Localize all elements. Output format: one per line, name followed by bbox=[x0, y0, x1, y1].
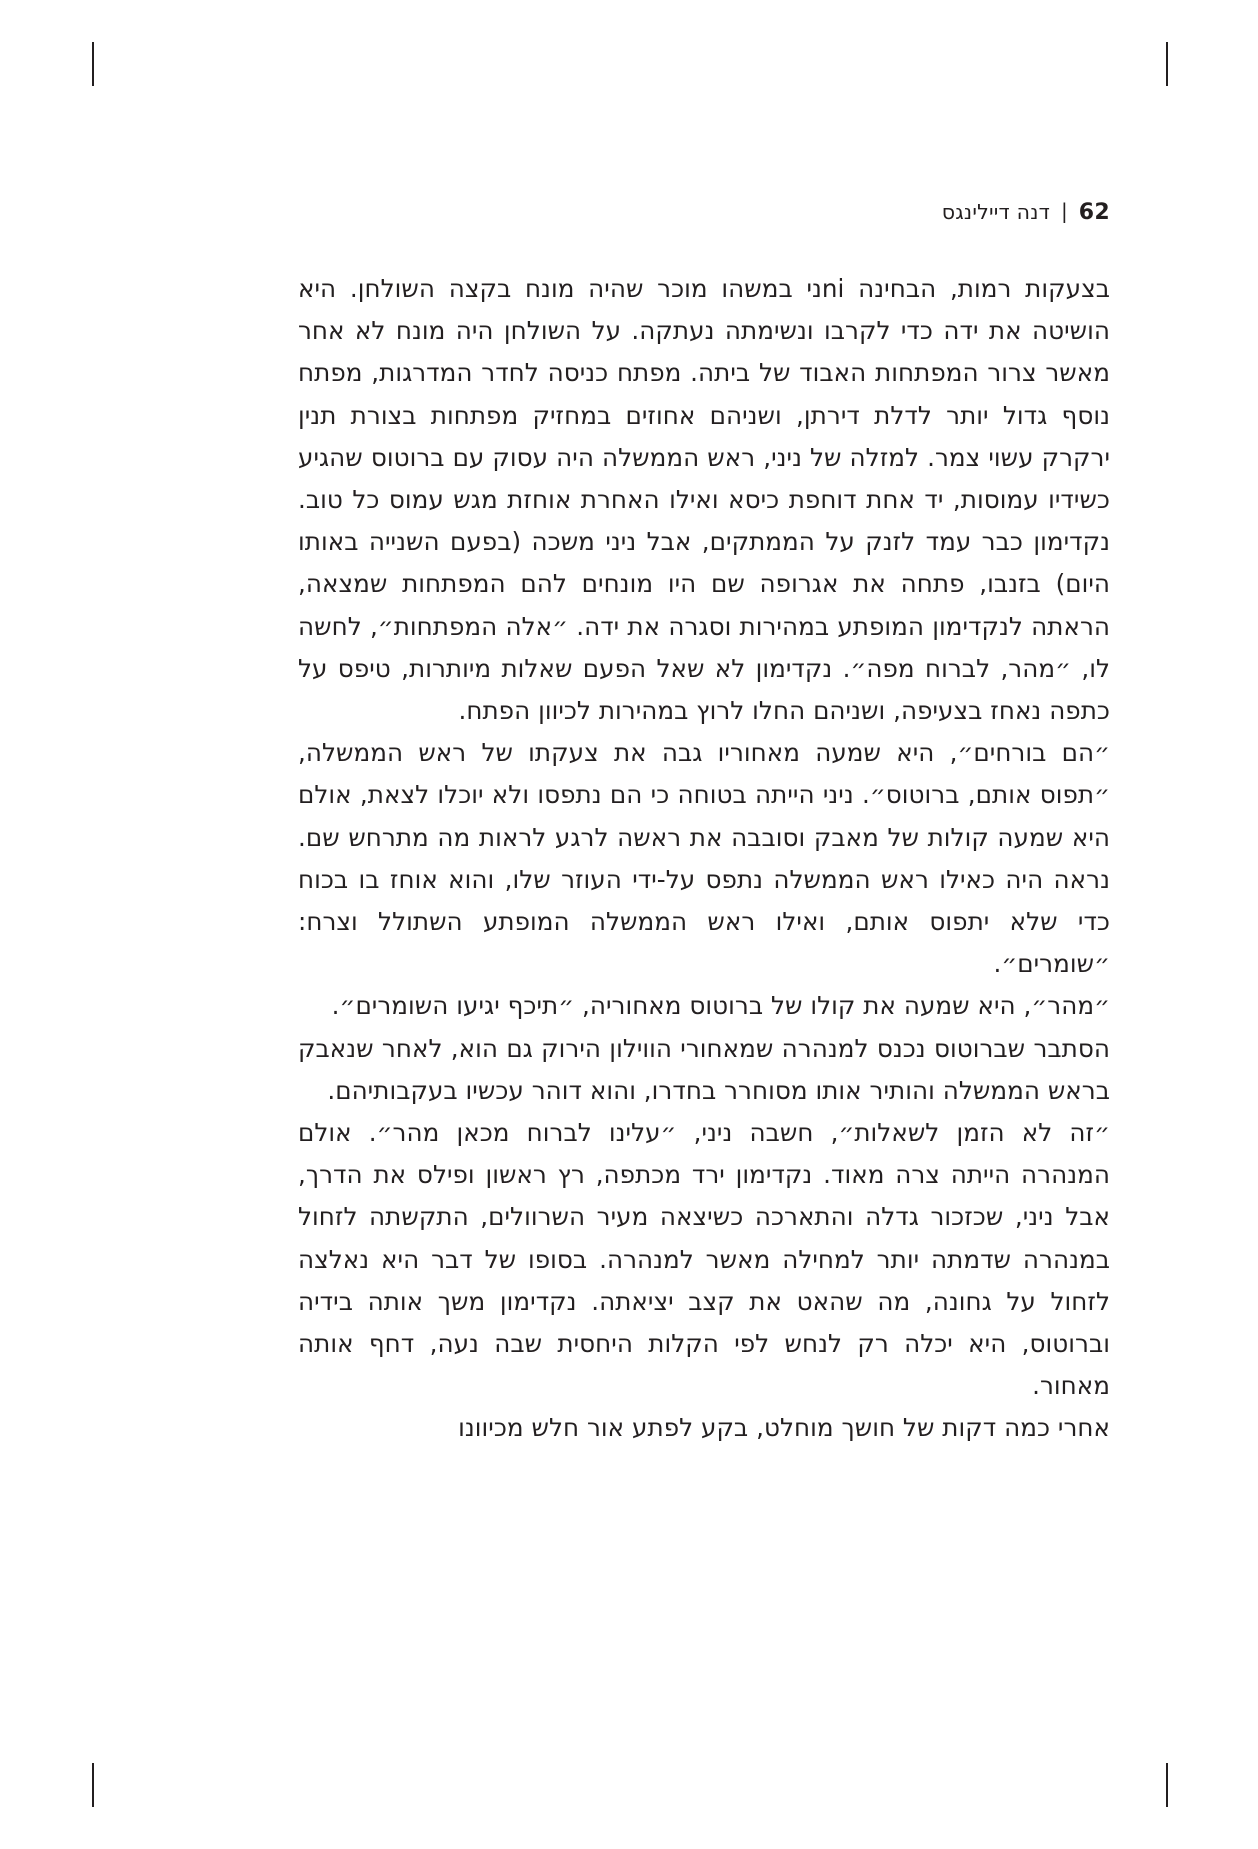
crop-mark-bottom-left bbox=[92, 1763, 94, 1807]
book-title: דנה דיילינגס bbox=[941, 200, 1051, 224]
crop-mark-bottom-right bbox=[1166, 1763, 1168, 1807]
running-head-separator: | bbox=[1061, 199, 1068, 223]
paragraph: הסתבר שברוטוס נכנס למנהרה שמאחורי הווילון הירוק גם הוא, לאחר שנאבק בראש הממשלה והותיר אותו מסוחרר בחדרו, והוא דוהר עכשיו בעקבותיהם. bbox=[298, 1033, 1110, 1105]
paragraph: בצעקות רמות, הבחינה niני במשהו מוכר שהיה מונח בקצה השולחן. היא הושיטה את ידה כדי לקרבו ונשימתה נעתקה. על השולחן היה מונח לא אחר מאשר צרור המפתחות האבוד של ביתה. מפתח כניסה לחדר המדרגות, מפתח נוסף גדול יותר לדלת דירתן, ושניהם אחוזים במחזיק מפתחות בצורת תנין ירקרק עשוי צמר. למזלה של ניני, ראש הממשלה היה עסוק עם ברוטוס שהגיע כשידיו עמוסות, יד אחת דוחפת כיסא ואילו האחרת אוחזת מגש עמוס כל טוב. נקדימון כבר עמד לזנק על הממתקים, אבל ניני משכה (בפעם השנייה באותו היום) בזנבו, פתחה את אגרופה שם היו מונחים להם המפתחות שמצאה, הראתה לנקדימון המופתע במהירות וסגרה את ידה. ״אלה המפתחות״, לחשה לו, ״מהר, לברוח מפה״. נקדימון לא שאל הפעם שאלות מיותרות, טיפס על כתפה נאחז בצעיפה, ושניהם החלו לרוץ במהירות לכיוון הפתח. bbox=[298, 274, 1110, 726]
paragraph: ״זה לא הזמן לשאלות״, חשבה ניני, ״עלינו לברוח מכאן מהר״. אולם המנהרה הייתה צרה מאוד. נקדימון ירד מכתפה, רץ ראשון ופילס את הדרך, אבל ניני, שכזכור גדלה והתארכה כשיצאה מעיר השרוולים, התקשתה לזחול במנהרה שדמתה יותר למחילה מאשר למנהרה. בסופו של דבר היא נאלצה לזחול על גחונה, מה שהאט את קצב יציאתה. נקדימון משך אותה בידיה וברוטוס, היא יכלה רק לנחש לפי הקלות היחסית שבה נעה, דחף אותה מאחור. bbox=[298, 1118, 1110, 1401]
paragraph: ״הם בורחים״, היא שמעה מאחוריו גבה את צעקתו של ראש הממשלה, ״תפוס אותם, ברוטוס״. ניני הייתה בטוחה כי הם נתפסו ולא יוכלו לצאת, אולם היא שמעה קולות של מאבק וסובבה את ראשה לרגע לראות מה מתרחש שם. נראה היה כאילו ראש הממשלה נתפס על-ידי העוזר שלו, והוא אוחז בו בכוח כדי שלא יתפוס אותם, ואילו ראש הממשלה המופתע השתולל וצרח: ״שומרים״. bbox=[298, 738, 1110, 979]
running-head bbox=[942, 200, 1110, 225]
crop-mark-top-left bbox=[92, 42, 94, 86]
crop-mark-top-right bbox=[1166, 42, 1168, 86]
paragraph: ״מהר״, היא שמעה את קולו של ברוטוס מאחוריה, ״תיכף יגיעו השומרים״. bbox=[331, 991, 1110, 1021]
body-text bbox=[298, 268, 1110, 1450]
page-number: 62 bbox=[1078, 200, 1110, 225]
paragraph: אחרי כמה דקות של חושך מוחלט, בקע לפתע אור חלש מכיוונו bbox=[458, 1413, 1110, 1443]
